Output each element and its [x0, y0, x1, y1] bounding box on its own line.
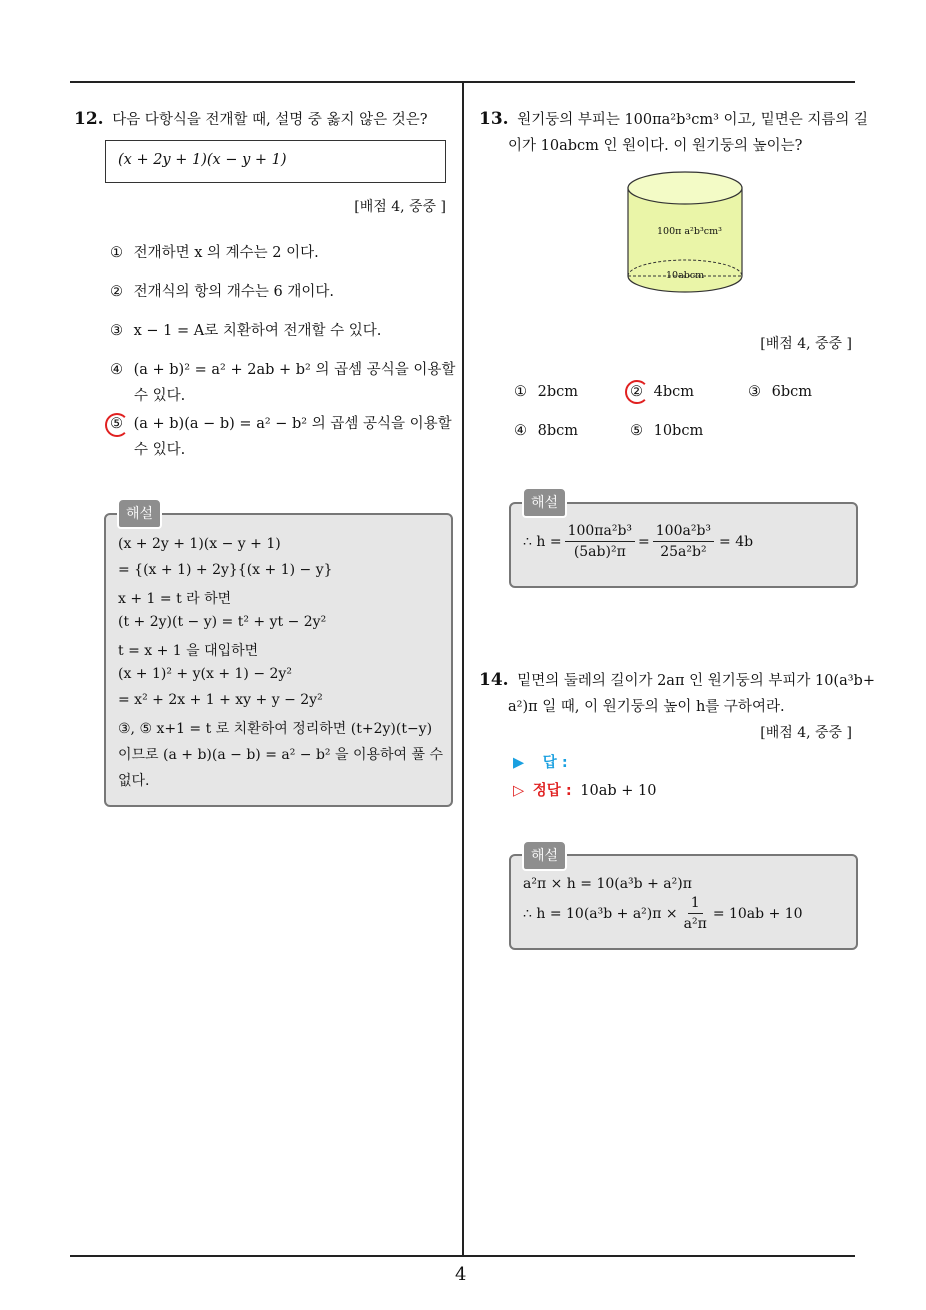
- q12-option-1[interactable]: [110, 240, 319, 266]
- option-text: 8bcm: [537, 423, 578, 439]
- option-number: ⑤: [110, 416, 123, 432]
- column-divider: [462, 82, 464, 1256]
- q13-solution-prefix: ∴ h =: [523, 533, 562, 550]
- q13-option-3[interactable]: [748, 379, 812, 405]
- option-text: (a + b)² = a² + 2ab + b² 의 곱셈 공식을 이용할: [133, 362, 456, 378]
- option-number: ③: [110, 323, 123, 339]
- q12-expression: (x + 2y + 1)(x − y + 1): [118, 152, 287, 168]
- cylinder-volume-label: 100π a²b³cm³: [657, 226, 722, 237]
- option-number: ③: [748, 384, 761, 400]
- q14-solution-fraction: [681, 894, 710, 933]
- q13-solution-fraction-1: [565, 522, 635, 561]
- q13-solution-tag: 해설: [522, 487, 567, 518]
- q13-option-5[interactable]: [630, 418, 703, 444]
- q13-solution-result: = 4b: [719, 533, 754, 550]
- option-number: ②: [630, 384, 643, 400]
- q12-header: [74, 108, 428, 129]
- fraction-denominator: a²π: [683, 916, 707, 932]
- q13-option-4[interactable]: [514, 418, 578, 444]
- option-number: ④: [514, 423, 527, 439]
- q14-question-line2: a²)π 일 때, 이 원기둥의 높이 h를 구하여라.: [508, 699, 785, 715]
- option-text: x − 1 = A로 치환하여 전개할 수 있다.: [133, 323, 382, 339]
- q12-solution-line: (t + 2y)(t − y) = t² + yt − 2y²: [118, 614, 327, 630]
- q12-question: 다음 다항식을 전개할 때, 설명 중 옳지 않은 것은?: [112, 112, 428, 128]
- q12-expression-box: [105, 140, 446, 183]
- q12-solution-line: (x + 2y + 1)(x − y + 1): [118, 536, 281, 552]
- q14-number: 14.: [479, 670, 509, 690]
- q12-solution-line: = {(x + 1) + 2y}{(x + 1) − y}: [118, 562, 333, 578]
- q14-solution-result: = 10ab + 10: [712, 905, 803, 922]
- cylinder-diameter-label: 10abcm: [666, 270, 705, 281]
- fraction-numerator: 1: [688, 894, 703, 914]
- q13-selected-circle: [625, 380, 649, 404]
- option-number: ⑤: [630, 423, 643, 439]
- q14-solution-tag: 해설: [522, 840, 567, 871]
- q14-correct-row: [513, 779, 656, 800]
- bottom-rule: [70, 1255, 855, 1257]
- q12-option-2[interactable]: [110, 279, 334, 305]
- page-number: 4: [455, 1264, 467, 1285]
- q12-option-3[interactable]: [110, 318, 381, 344]
- answer-label: 답 :: [542, 755, 568, 771]
- option-text: 10bcm: [653, 423, 704, 439]
- q12-option-5[interactable]: [110, 411, 452, 463]
- q12-solution-line: t = x + 1 을 대입하면: [118, 643, 259, 659]
- q14-answer-row: [513, 751, 568, 772]
- q12-solution-box: [104, 513, 453, 807]
- option-text: 전개하면 x 의 계수는 2 이다.: [133, 245, 319, 261]
- q12-solution-line: 이므로 (a + b)(a − b) = a² − b² 을 이용하여 풀 수: [118, 747, 444, 763]
- equals-sign: =: [638, 533, 650, 550]
- q14-score: [배점 4, 중중 ]: [760, 725, 852, 741]
- correct-label: 정답 :: [532, 783, 572, 799]
- correct-arrow-icon: ▷: [513, 783, 525, 799]
- q12-solution-line: ③, ⑤ x+1 = t 로 치환하여 정리하면 (t+2y)(t−y): [118, 721, 433, 737]
- q13-solution-fraction-2: [653, 522, 714, 561]
- option-text: 4bcm: [653, 384, 694, 400]
- q12-solution-line: 없다.: [118, 773, 150, 789]
- q14-solution-prefix: ∴ h = 10(a³b + a²)π ×: [523, 905, 678, 922]
- option-text-cont: 수 있다.: [134, 388, 186, 404]
- correct-value: 10ab + 10: [580, 783, 657, 799]
- option-number: ④: [110, 362, 123, 378]
- fraction-denominator: (5ab)²π: [573, 544, 626, 560]
- option-number: ②: [110, 284, 123, 300]
- q13-score: [배점 4, 중중 ]: [760, 336, 852, 352]
- option-text: 전개식의 항의 개수는 6 개이다.: [133, 284, 334, 300]
- q13-solution-equation: [523, 522, 753, 561]
- option-text: 2bcm: [537, 384, 578, 400]
- q13-option-1[interactable]: [514, 379, 578, 405]
- q14-solution-line1: a²π × h = 10(a³b + a²)π: [523, 876, 692, 892]
- q12-solution-line: (x + 1)² + y(x + 1) − 2y²: [118, 666, 292, 682]
- q12-selected-circle: [105, 413, 129, 437]
- option-number: ①: [110, 245, 123, 261]
- option-text: 6bcm: [771, 384, 812, 400]
- q14-solution-line2: [523, 894, 803, 933]
- q12-solution-line: x + 1 = t 라 하면: [118, 591, 232, 607]
- q13-question-line1: 원기둥의 부피는 100πa²b³cm³ 이고, 밑면은 지름의 길: [517, 112, 869, 128]
- q12-score: [배점 4, 중중 ]: [354, 199, 446, 215]
- q12-option-4[interactable]: [110, 357, 455, 409]
- fraction-denominator: 25a²b²: [660, 544, 707, 560]
- fraction-numerator: 100πa²b³: [565, 522, 635, 542]
- q14-question-line1: 밑면의 둘레의 길이가 2aπ 인 원기둥의 부피가 10(a³b+: [517, 673, 875, 689]
- q14-header: [479, 669, 875, 690]
- q13-header: [479, 108, 868, 129]
- q13-question-line2: 이가 10abcm 인 원이다. 이 원기둥의 높이는?: [508, 138, 803, 154]
- option-text: (a + b)(a − b) = a² − b² 의 곱셈 공식을 이용할: [133, 416, 452, 432]
- q12-solution-line: = x² + 2x + 1 + xy + y − 2y²: [118, 692, 323, 708]
- option-text-cont: 수 있다.: [134, 442, 186, 458]
- option-number: ①: [514, 384, 527, 400]
- q12-number: 12.: [74, 109, 104, 129]
- q13-number: 13.: [479, 109, 509, 129]
- answer-arrow-icon: ▶: [513, 755, 525, 771]
- fraction-numerator: 100a²b³: [653, 522, 714, 542]
- q12-solution-tag: 해설: [117, 498, 162, 529]
